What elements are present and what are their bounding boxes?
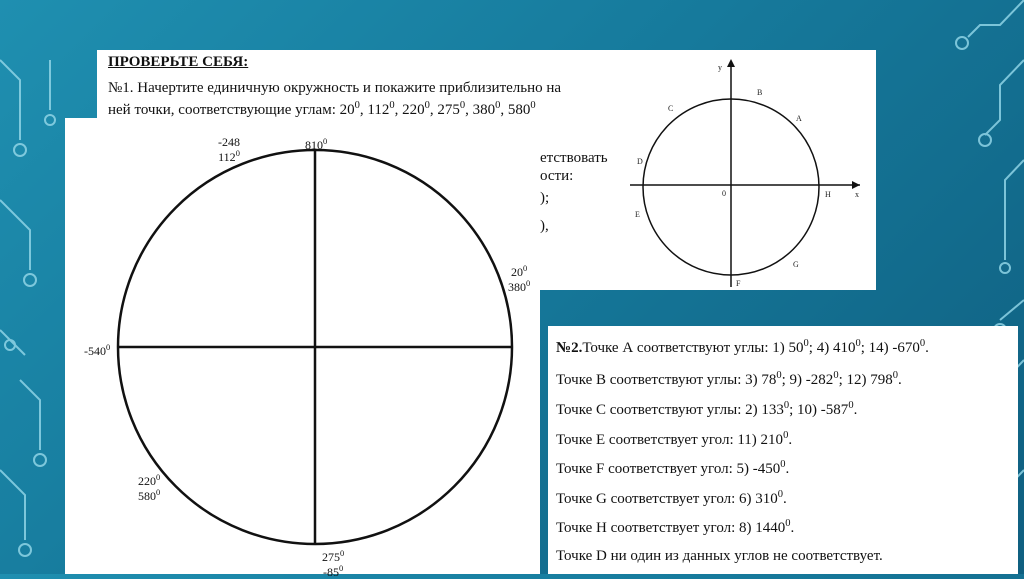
partial-text-4: ), xyxy=(540,218,549,234)
point-c: C xyxy=(668,104,674,113)
task2-line2: Точке В соответствуют углы: 3) $78^0$; 9) $-282^0$; 12) $798^0$. xyxy=(556,370,902,388)
task2-line7: Точке Н соответствует угол: 8) 1440$^0$. xyxy=(556,518,795,536)
point-e: E xyxy=(635,210,640,219)
task2-line5: Точке F соответствует угол: 5) $-450^0$. xyxy=(556,459,790,477)
label-540: $-540^0$ xyxy=(84,343,111,358)
point-h: H xyxy=(825,190,831,199)
big-circle-diagram xyxy=(65,118,540,574)
label-220-580: $220^0$ $580^0$ xyxy=(138,473,161,503)
task2-line1: №2.Точке А соответствуют углы: 1) $50^0$; 4) $410^0$; 14) $-670^0$. xyxy=(556,338,929,356)
task2-line8: Точке D ни один из данных углов не соответствует. xyxy=(556,548,883,564)
label-248-112: -248 $112^0$ xyxy=(218,135,240,164)
partial-text-3: ); xyxy=(540,190,550,206)
point-b: B xyxy=(757,88,763,97)
point-f: F xyxy=(736,279,741,288)
origin-label: 0 xyxy=(722,189,726,198)
task2-line4: Точке Е соответствует угол: 11) $210^0$. xyxy=(556,430,793,448)
task2-line3: Точке С соответствуют углы: 2) $133^0$; 10) $-587^0$. xyxy=(556,400,858,418)
x-axis-label: x xyxy=(855,190,859,199)
partial-text-2: ости: xyxy=(540,168,574,184)
point-d: D xyxy=(637,157,643,166)
point-g: G xyxy=(793,260,799,269)
y-axis-label: y xyxy=(718,63,722,72)
label-810: $810^0$ xyxy=(305,137,328,152)
task2-line6: Точке G соответствует угол: 6) $310^0$. xyxy=(556,489,787,507)
check-heading: ПРОВЕРЬТЕ СЕБЯ: xyxy=(108,54,249,70)
task1-line1: №1. Начертите единичную окружность и покажите приблизительно на xyxy=(108,80,562,96)
task1-line2: ней точки, соответствующие углам: $20^0$, $112^0$, $220^0$, $275^0$, $380^0$, $580^0$ xyxy=(108,100,536,118)
point-a: A xyxy=(796,114,802,123)
partial-text-1: етствовать xyxy=(540,150,608,166)
small-unit-circle-diagram xyxy=(620,55,870,290)
label-20-380: $20^0$ $380^0$ xyxy=(508,264,531,294)
label-275-85: $275^0$ $-85^0$ xyxy=(322,549,345,579)
